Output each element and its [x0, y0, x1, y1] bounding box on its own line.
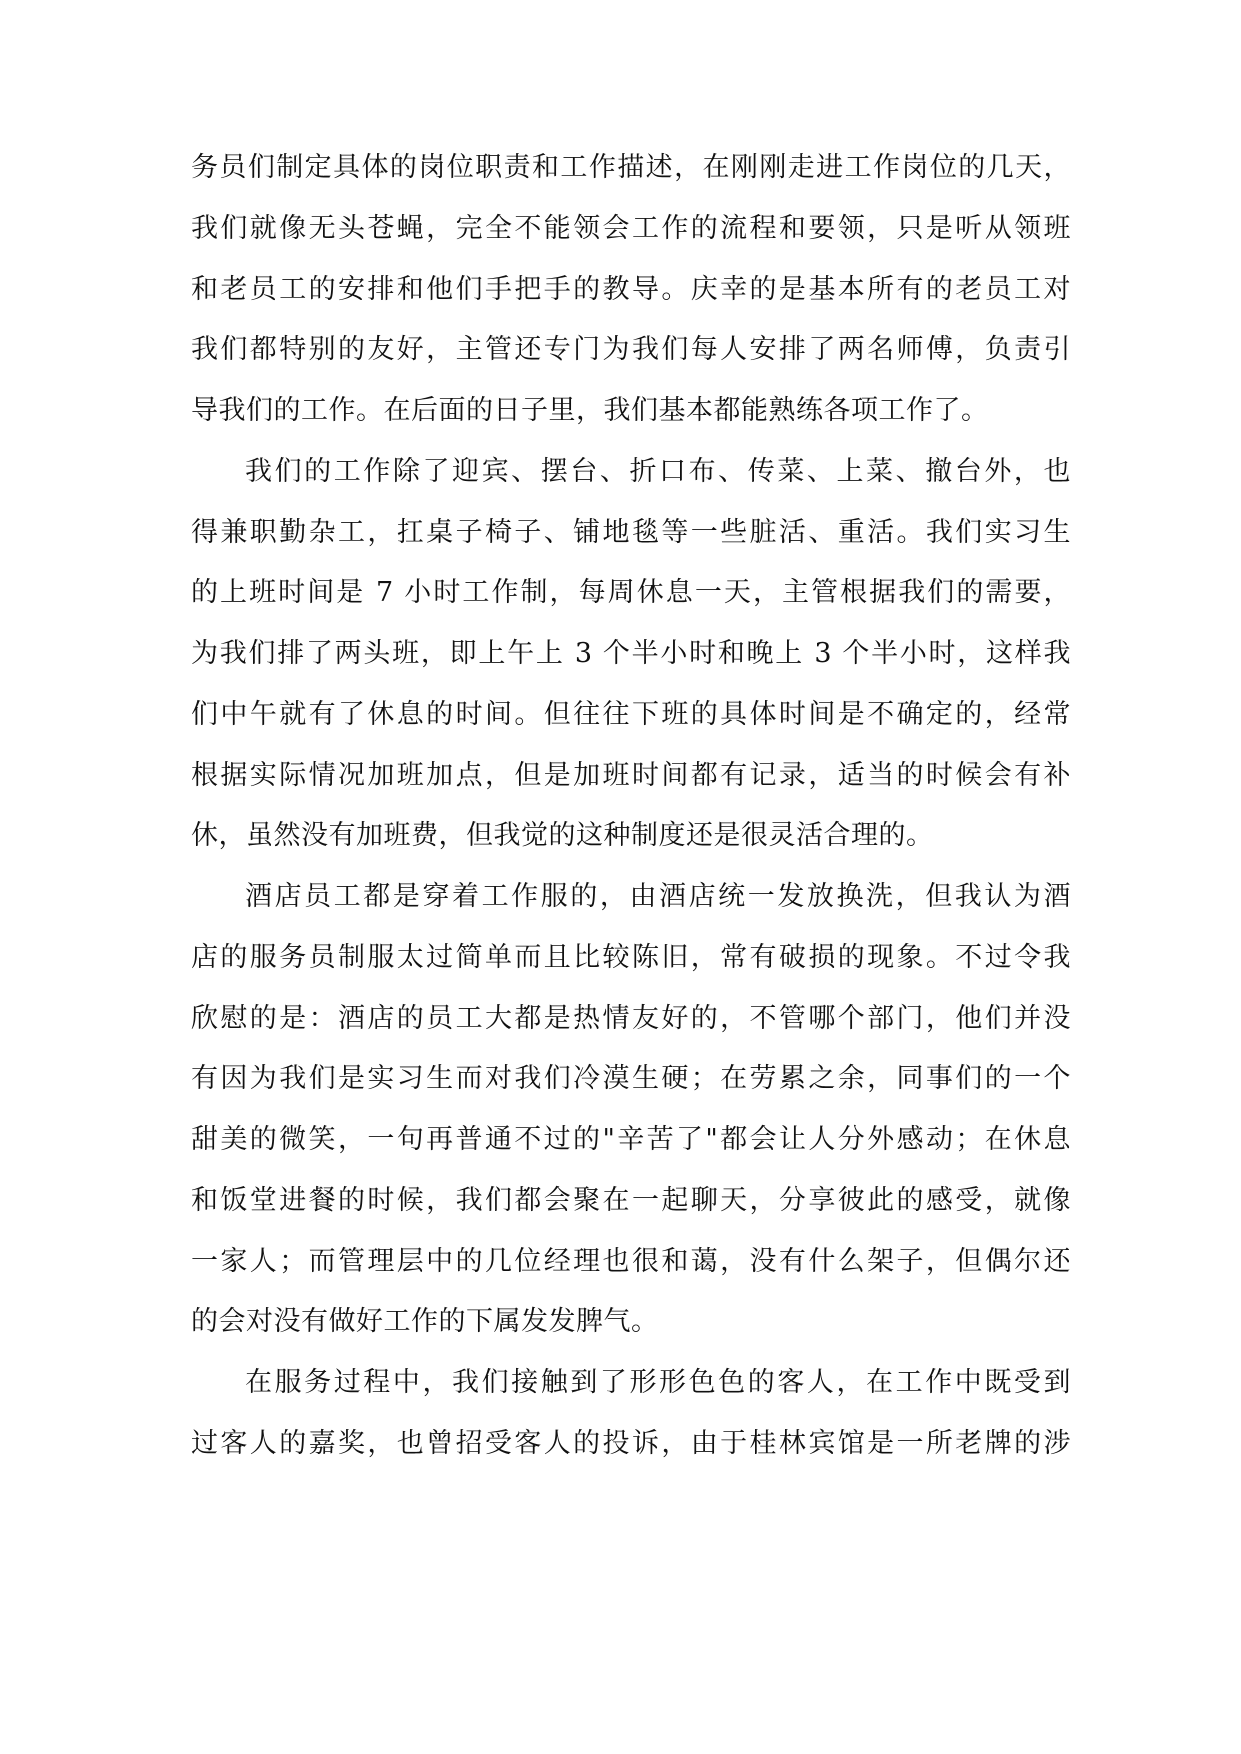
text-line: 甜美的微笑，一句再普通不过的"辛苦了"都会让人分外感动；在休息 — [191, 1124, 1071, 1155]
text-line: 得兼职勤杂工，扛桌子椅子、铺地毯等一些脏活、重活。我们实习生 — [191, 517, 1071, 548]
text-line: 根据实际情况加班加点，但是加班时间都有记录，适当的时候会有补 — [191, 760, 1071, 791]
text-line: 我们都特别的友好，主管还专门为我们每人安排了两名师傅，负责引 — [191, 334, 1071, 365]
text-line: 欣慰的是：酒店的员工大都是热情友好的，不管哪个部门，他们并没 — [191, 1003, 1071, 1034]
text-line: 导我们的工作。在后面的日子里，我们基本都能熟练各项工作了。 — [191, 395, 989, 426]
text-line: 过客人的嘉奖，也曾招受客人的投诉，由于桂林宾馆是一所老牌的涉 — [191, 1428, 1071, 1459]
text-line: 店的服务员制服太过简单而且比较陈旧，常有破损的现象。不过令我 — [191, 942, 1071, 973]
text-line: 休，虽然没有加班费，但我觉的这种制度还是很灵活合理的。 — [191, 820, 934, 851]
text-line: 们中午就有了休息的时间。但往往下班的具体时间是不确定的，经常 — [191, 699, 1071, 730]
text-line: 和老员工的安排和他们手把手的教导。庆幸的是基本所有的老员工对 — [191, 274, 1071, 305]
text-line: 和饭堂进餐的时候，我们都会聚在一起聊天，分享彼此的感受，就像 — [191, 1185, 1071, 1216]
text-line: 的会对没有做好工作的下属发发脾气。 — [191, 1306, 659, 1337]
text-line: 一家人；而管理层中的几位经理也很和蔼，没有什么架子，但偶尔还 — [191, 1246, 1071, 1277]
paragraph-first-line: 我们的工作除了迎宾、摆台、折口布、传菜、上菜、撤台外，也 — [245, 456, 1071, 487]
text-line: 有因为我们是实习生而对我们冷漠生硬；在劳累之余，同事们的一个 — [191, 1063, 1071, 1094]
paragraph-first-line: 酒店员工都是穿着工作服的，由酒店统一发放换洗，但我认为酒 — [245, 881, 1071, 912]
text-line: 务员们制定具体的岗位职责和工作描述，在刚刚走进工作岗位的几天， — [191, 152, 1071, 183]
text-line: 我们就像无头苍蝇，完全不能领会工作的流程和要领，只是听从领班 — [191, 213, 1071, 244]
paragraph-first-line: 在服务过程中，我们接触到了形形色色的客人，在工作中既受到 — [245, 1367, 1071, 1398]
text-line: 的上班时间是 7 小时工作制，每周休息一天，主管根据我们的需要， — [191, 577, 1071, 608]
text-line: 为我们排了两头班，即上午上 3 个半小时和晚上 3 个半小时，这样我 — [191, 638, 1071, 669]
